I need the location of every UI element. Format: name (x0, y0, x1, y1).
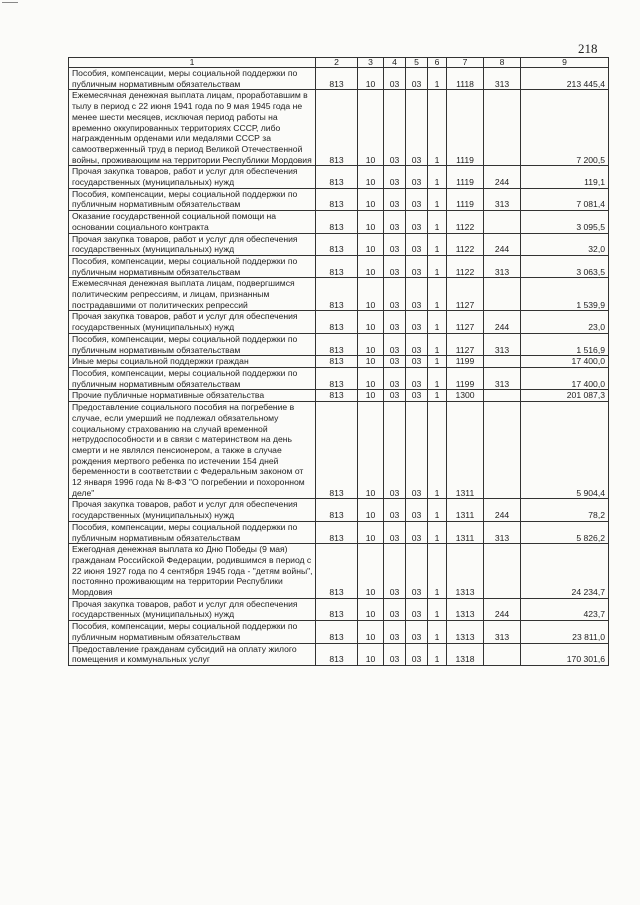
cell-code-8 (484, 278, 521, 311)
cell-description: Пособия, компенсации, меры социальной поддержки по публичным нормативным обязательствам (69, 188, 316, 210)
cell-code-5: 03 (406, 390, 428, 402)
cell-code-7: 1119 (447, 90, 484, 166)
cell-description: Оказание государственной социальной помощи на основании социального контракта (69, 211, 316, 233)
table-row (69, 278, 609, 311)
cell-code-2: 813 (316, 402, 358, 499)
cell-amount: 201 087,3 (521, 390, 609, 402)
cell-amount: 5 826,2 (521, 521, 609, 543)
cell-code-7: 1118 (447, 68, 484, 90)
cell-description: Прочая закупка товаров, работ и услуг для обеспечения государственных (муниципальных) нужд (69, 499, 316, 521)
cell-code-7: 1122 (447, 211, 484, 233)
cell-amount: 23 811,0 (521, 621, 609, 643)
cell-code-7: 1119 (447, 166, 484, 188)
cell-code-6: 1 (428, 68, 447, 90)
header-cell: 2 (316, 58, 358, 68)
cell-code-8 (484, 643, 521, 665)
table-row (69, 367, 609, 389)
cell-code-3: 10 (358, 211, 384, 233)
cell-code-7: 1127 (447, 278, 484, 311)
cell-code-6: 1 (428, 621, 447, 643)
cell-code-6: 1 (428, 188, 447, 210)
cell-code-3: 10 (358, 233, 384, 255)
cell-amount: 1 516,9 (521, 333, 609, 355)
table-row (69, 499, 609, 521)
cell-code-5: 03 (406, 402, 428, 499)
cell-code-4: 03 (384, 211, 406, 233)
cell-code-5: 03 (406, 278, 428, 311)
cell-amount: 213 445,4 (521, 68, 609, 90)
cell-amount: 1 539,9 (521, 278, 609, 311)
table-row (69, 233, 609, 255)
table-row (69, 356, 609, 368)
cell-code-7: 1318 (447, 643, 484, 665)
cell-code-7: 1313 (447, 621, 484, 643)
cell-code-3: 10 (358, 356, 384, 368)
cell-code-4: 03 (384, 544, 406, 599)
cell-description: Пособия, компенсации, меры социальной поддержки по публичным нормативным обязательствам (69, 621, 316, 643)
cell-code-6: 1 (428, 499, 447, 521)
cell-code-5: 03 (406, 356, 428, 368)
cell-code-6: 1 (428, 278, 447, 311)
table-row (69, 544, 609, 599)
cell-code-5: 03 (406, 255, 428, 277)
cell-code-4: 03 (384, 390, 406, 402)
table-row (69, 211, 609, 233)
cell-code-5: 03 (406, 521, 428, 543)
cell-amount: 23,0 (521, 311, 609, 333)
cell-code-6: 1 (428, 521, 447, 543)
cell-code-4: 03 (384, 166, 406, 188)
cell-code-5: 03 (406, 188, 428, 210)
cell-code-2: 813 (316, 499, 358, 521)
cell-code-6: 1 (428, 211, 447, 233)
cell-code-3: 10 (358, 643, 384, 665)
cell-code-8: 244 (484, 311, 521, 333)
cell-code-6: 1 (428, 643, 447, 665)
cell-code-5: 03 (406, 598, 428, 620)
cell-code-5: 03 (406, 68, 428, 90)
header-cell: 7 (447, 58, 484, 68)
cell-code-7: 1311 (447, 402, 484, 499)
cell-code-3: 10 (358, 499, 384, 521)
cell-amount: 423,7 (521, 598, 609, 620)
cell-code-6: 1 (428, 367, 447, 389)
cell-description: Пособия, компенсации, меры социальной поддержки по публичным нормативным обязательствам (69, 255, 316, 277)
cell-code-4: 03 (384, 233, 406, 255)
cell-code-3: 10 (358, 255, 384, 277)
cell-code-6: 1 (428, 233, 447, 255)
header-cell: 1 (69, 58, 316, 68)
cell-description: Предоставление социального пособия на погребение в случае, если умерший не подлежал обязательному социальному страхованию на случай временной нетрудоспособности и в связи с материнством на день смерти и не являлся пенсионером, а также в случае рождения мертвого ребенка по истечении 154 дней беременности в соответствии с Федеральным законом от 12 января 1996 года № 8-ФЗ "О погребении и похоронном деле" (69, 402, 316, 499)
cell-code-8: 244 (484, 598, 521, 620)
cell-code-2: 813 (316, 643, 358, 665)
cell-code-6: 1 (428, 356, 447, 368)
table-row (69, 598, 609, 620)
cell-code-3: 10 (358, 598, 384, 620)
cell-description: Прочая закупка товаров, работ и услуг для обеспечения государственных (муниципальных) нужд (69, 598, 316, 620)
cell-code-2: 813 (316, 621, 358, 643)
cell-code-7: 1311 (447, 499, 484, 521)
cell-amount: 170 301,6 (521, 643, 609, 665)
cell-code-8: 313 (484, 68, 521, 90)
cell-code-5: 03 (406, 499, 428, 521)
cell-code-7: 1127 (447, 311, 484, 333)
table-row (69, 166, 609, 188)
cell-code-4: 03 (384, 333, 406, 355)
cell-code-7: 1199 (447, 367, 484, 389)
cell-description: Прочие публичные нормативные обязательства (69, 390, 316, 402)
cell-code-4: 03 (384, 68, 406, 90)
cell-code-3: 10 (358, 311, 384, 333)
cell-code-8 (484, 90, 521, 166)
table-row (69, 333, 609, 355)
cell-code-8: 244 (484, 233, 521, 255)
cell-code-2: 813 (316, 521, 358, 543)
table-row (69, 90, 609, 166)
cell-code-4: 03 (384, 311, 406, 333)
header-cell: 5 (406, 58, 428, 68)
table-row (69, 390, 609, 402)
cell-amount: 17 400,0 (521, 367, 609, 389)
cell-code-8: 313 (484, 188, 521, 210)
cell-code-2: 813 (316, 356, 358, 368)
budget-table (68, 57, 609, 666)
cell-amount: 78,2 (521, 499, 609, 521)
cell-code-5: 03 (406, 333, 428, 355)
cell-code-7: 1122 (447, 233, 484, 255)
header-cell: 8 (484, 58, 521, 68)
cell-amount: 7 081,4 (521, 188, 609, 210)
cell-code-8 (484, 356, 521, 368)
cell-code-4: 03 (384, 255, 406, 277)
cell-amount: 24 234,7 (521, 544, 609, 599)
cell-code-2: 813 (316, 90, 358, 166)
cell-code-6: 1 (428, 90, 447, 166)
cell-code-3: 10 (358, 367, 384, 389)
cell-code-5: 03 (406, 367, 428, 389)
cell-code-4: 03 (384, 598, 406, 620)
table-row (69, 643, 609, 665)
cell-code-5: 03 (406, 311, 428, 333)
cell-code-6: 1 (428, 311, 447, 333)
cell-code-3: 10 (358, 521, 384, 543)
cell-code-2: 813 (316, 311, 358, 333)
cell-code-8: 244 (484, 499, 521, 521)
cell-code-4: 03 (384, 621, 406, 643)
cell-amount: 17 400,0 (521, 356, 609, 368)
cell-code-7: 1119 (447, 188, 484, 210)
cell-amount: 5 904,4 (521, 402, 609, 499)
cell-code-6: 1 (428, 390, 447, 402)
cell-code-5: 03 (406, 233, 428, 255)
cell-description: Ежегодная денежная выплата ко Дню Победы (9 мая) гражданам Российской Федерации, родившимся в период с 22 июня 1927 года по 4 сентября 1945 года - "детям войны", постоянно проживающим на территории Республики Мордовия (69, 544, 316, 599)
header-cell: 6 (428, 58, 447, 68)
table-row (69, 402, 609, 499)
cell-code-6: 1 (428, 333, 447, 355)
cell-amount: 119,1 (521, 166, 609, 188)
table-row (69, 621, 609, 643)
cell-code-7: 1313 (447, 544, 484, 599)
cell-code-6: 1 (428, 255, 447, 277)
cell-amount: 3 095,5 (521, 211, 609, 233)
cell-code-5: 03 (406, 544, 428, 599)
cell-code-7: 1311 (447, 521, 484, 543)
cell-description: Предоставление гражданам субсидий на оплату жилого помещения и коммунальных услуг (69, 643, 316, 665)
cell-code-5: 03 (406, 166, 428, 188)
cell-code-8 (484, 211, 521, 233)
cell-code-8 (484, 390, 521, 402)
cell-description: Прочая закупка товаров, работ и услуг для обеспечения государственных (муниципальных) нужд (69, 311, 316, 333)
header-cell: 9 (521, 58, 609, 68)
cell-code-2: 813 (316, 333, 358, 355)
cell-code-4: 03 (384, 278, 406, 311)
table-row (69, 521, 609, 543)
table-row (69, 68, 609, 90)
cell-code-4: 03 (384, 643, 406, 665)
cell-code-2: 813 (316, 255, 358, 277)
cell-code-8: 244 (484, 166, 521, 188)
cell-code-4: 03 (384, 402, 406, 499)
cell-code-3: 10 (358, 333, 384, 355)
cell-code-2: 813 (316, 278, 358, 311)
cell-code-2: 813 (316, 68, 358, 90)
cell-code-8: 313 (484, 621, 521, 643)
cell-code-8: 313 (484, 255, 521, 277)
cell-description: Прочая закупка товаров, работ и услуг для обеспечения государственных (муниципальных) нужд (69, 233, 316, 255)
cell-code-4: 03 (384, 521, 406, 543)
cell-code-4: 03 (384, 188, 406, 210)
cell-code-4: 03 (384, 367, 406, 389)
cell-code-7: 1300 (447, 390, 484, 402)
cell-code-2: 813 (316, 166, 358, 188)
cell-description: Пособия, компенсации, меры социальной поддержки по публичным нормативным обязательствам (69, 367, 316, 389)
cell-amount: 3 063,5 (521, 255, 609, 277)
header-cell: 3 (358, 58, 384, 68)
cell-code-7: 1199 (447, 356, 484, 368)
header-cell: 4 (384, 58, 406, 68)
cell-code-2: 813 (316, 188, 358, 210)
table-row (69, 188, 609, 210)
cell-code-5: 03 (406, 211, 428, 233)
cell-code-8: 313 (484, 333, 521, 355)
cell-code-3: 10 (358, 278, 384, 311)
cell-code-3: 10 (358, 544, 384, 599)
cell-code-3: 10 (358, 390, 384, 402)
cell-code-2: 813 (316, 598, 358, 620)
cell-code-5: 03 (406, 621, 428, 643)
cell-code-8: 313 (484, 521, 521, 543)
cell-code-5: 03 (406, 90, 428, 166)
cell-code-3: 10 (358, 621, 384, 643)
table-body (69, 58, 609, 666)
cell-code-4: 03 (384, 499, 406, 521)
scan-corner-mark (2, 2, 18, 3)
cell-amount: 7 200,5 (521, 90, 609, 166)
cell-description: Прочая закупка товаров, работ и услуг для обеспечения государственных (муниципальных) нужд (69, 166, 316, 188)
cell-code-3: 10 (358, 402, 384, 499)
cell-code-7: 1313 (447, 598, 484, 620)
cell-code-3: 10 (358, 188, 384, 210)
cell-code-2: 813 (316, 544, 358, 599)
cell-code-7: 1122 (447, 255, 484, 277)
cell-description: Пособия, компенсации, меры социальной поддержки по публичным нормативным обязательствам (69, 521, 316, 543)
cell-code-8 (484, 402, 521, 499)
cell-code-6: 1 (428, 166, 447, 188)
table-header-row (69, 58, 609, 68)
cell-description: Пособия, компенсации, меры социальной поддержки по публичным нормативным обязательствам (69, 333, 316, 355)
cell-code-6: 1 (428, 598, 447, 620)
cell-code-6: 1 (428, 544, 447, 599)
cell-code-8 (484, 544, 521, 599)
page-number: 218 (578, 41, 598, 56)
cell-description: Ежемесячная денежная выплата лицам, проработавшим в тылу в период с 22 июня 1941 года по 9 мая 1945 года не менее шести месяцев, исключая период работы на временно оккупированных территориях СССР, либо награжденным орденами или медалями СССР за самоотверженный труд в период Великой Отечественной войны, проживающим на территории Республики Мордовия (69, 90, 316, 166)
cell-amount: 32,0 (521, 233, 609, 255)
cell-code-2: 813 (316, 211, 358, 233)
cell-description: Иные меры социальной поддержки граждан (69, 356, 316, 368)
cell-description: Пособия, компенсации, меры социальной поддержки по публичным нормативным обязательствам (69, 68, 316, 90)
cell-code-2: 813 (316, 390, 358, 402)
cell-code-3: 10 (358, 90, 384, 166)
table-row (69, 311, 609, 333)
cell-description: Ежемесячная денежная выплата лицам, подвергшимся политическим репрессиям, и лицам, признанным пострадавшими от политических репрессий (69, 278, 316, 311)
cell-code-3: 10 (358, 68, 384, 90)
cell-code-2: 813 (316, 233, 358, 255)
cell-code-6: 1 (428, 402, 447, 499)
cell-code-7: 1127 (447, 333, 484, 355)
cell-code-5: 03 (406, 643, 428, 665)
cell-code-4: 03 (384, 90, 406, 166)
cell-code-8: 313 (484, 367, 521, 389)
table-row (69, 255, 609, 277)
cell-code-2: 813 (316, 367, 358, 389)
cell-code-4: 03 (384, 356, 406, 368)
cell-code-3: 10 (358, 166, 384, 188)
